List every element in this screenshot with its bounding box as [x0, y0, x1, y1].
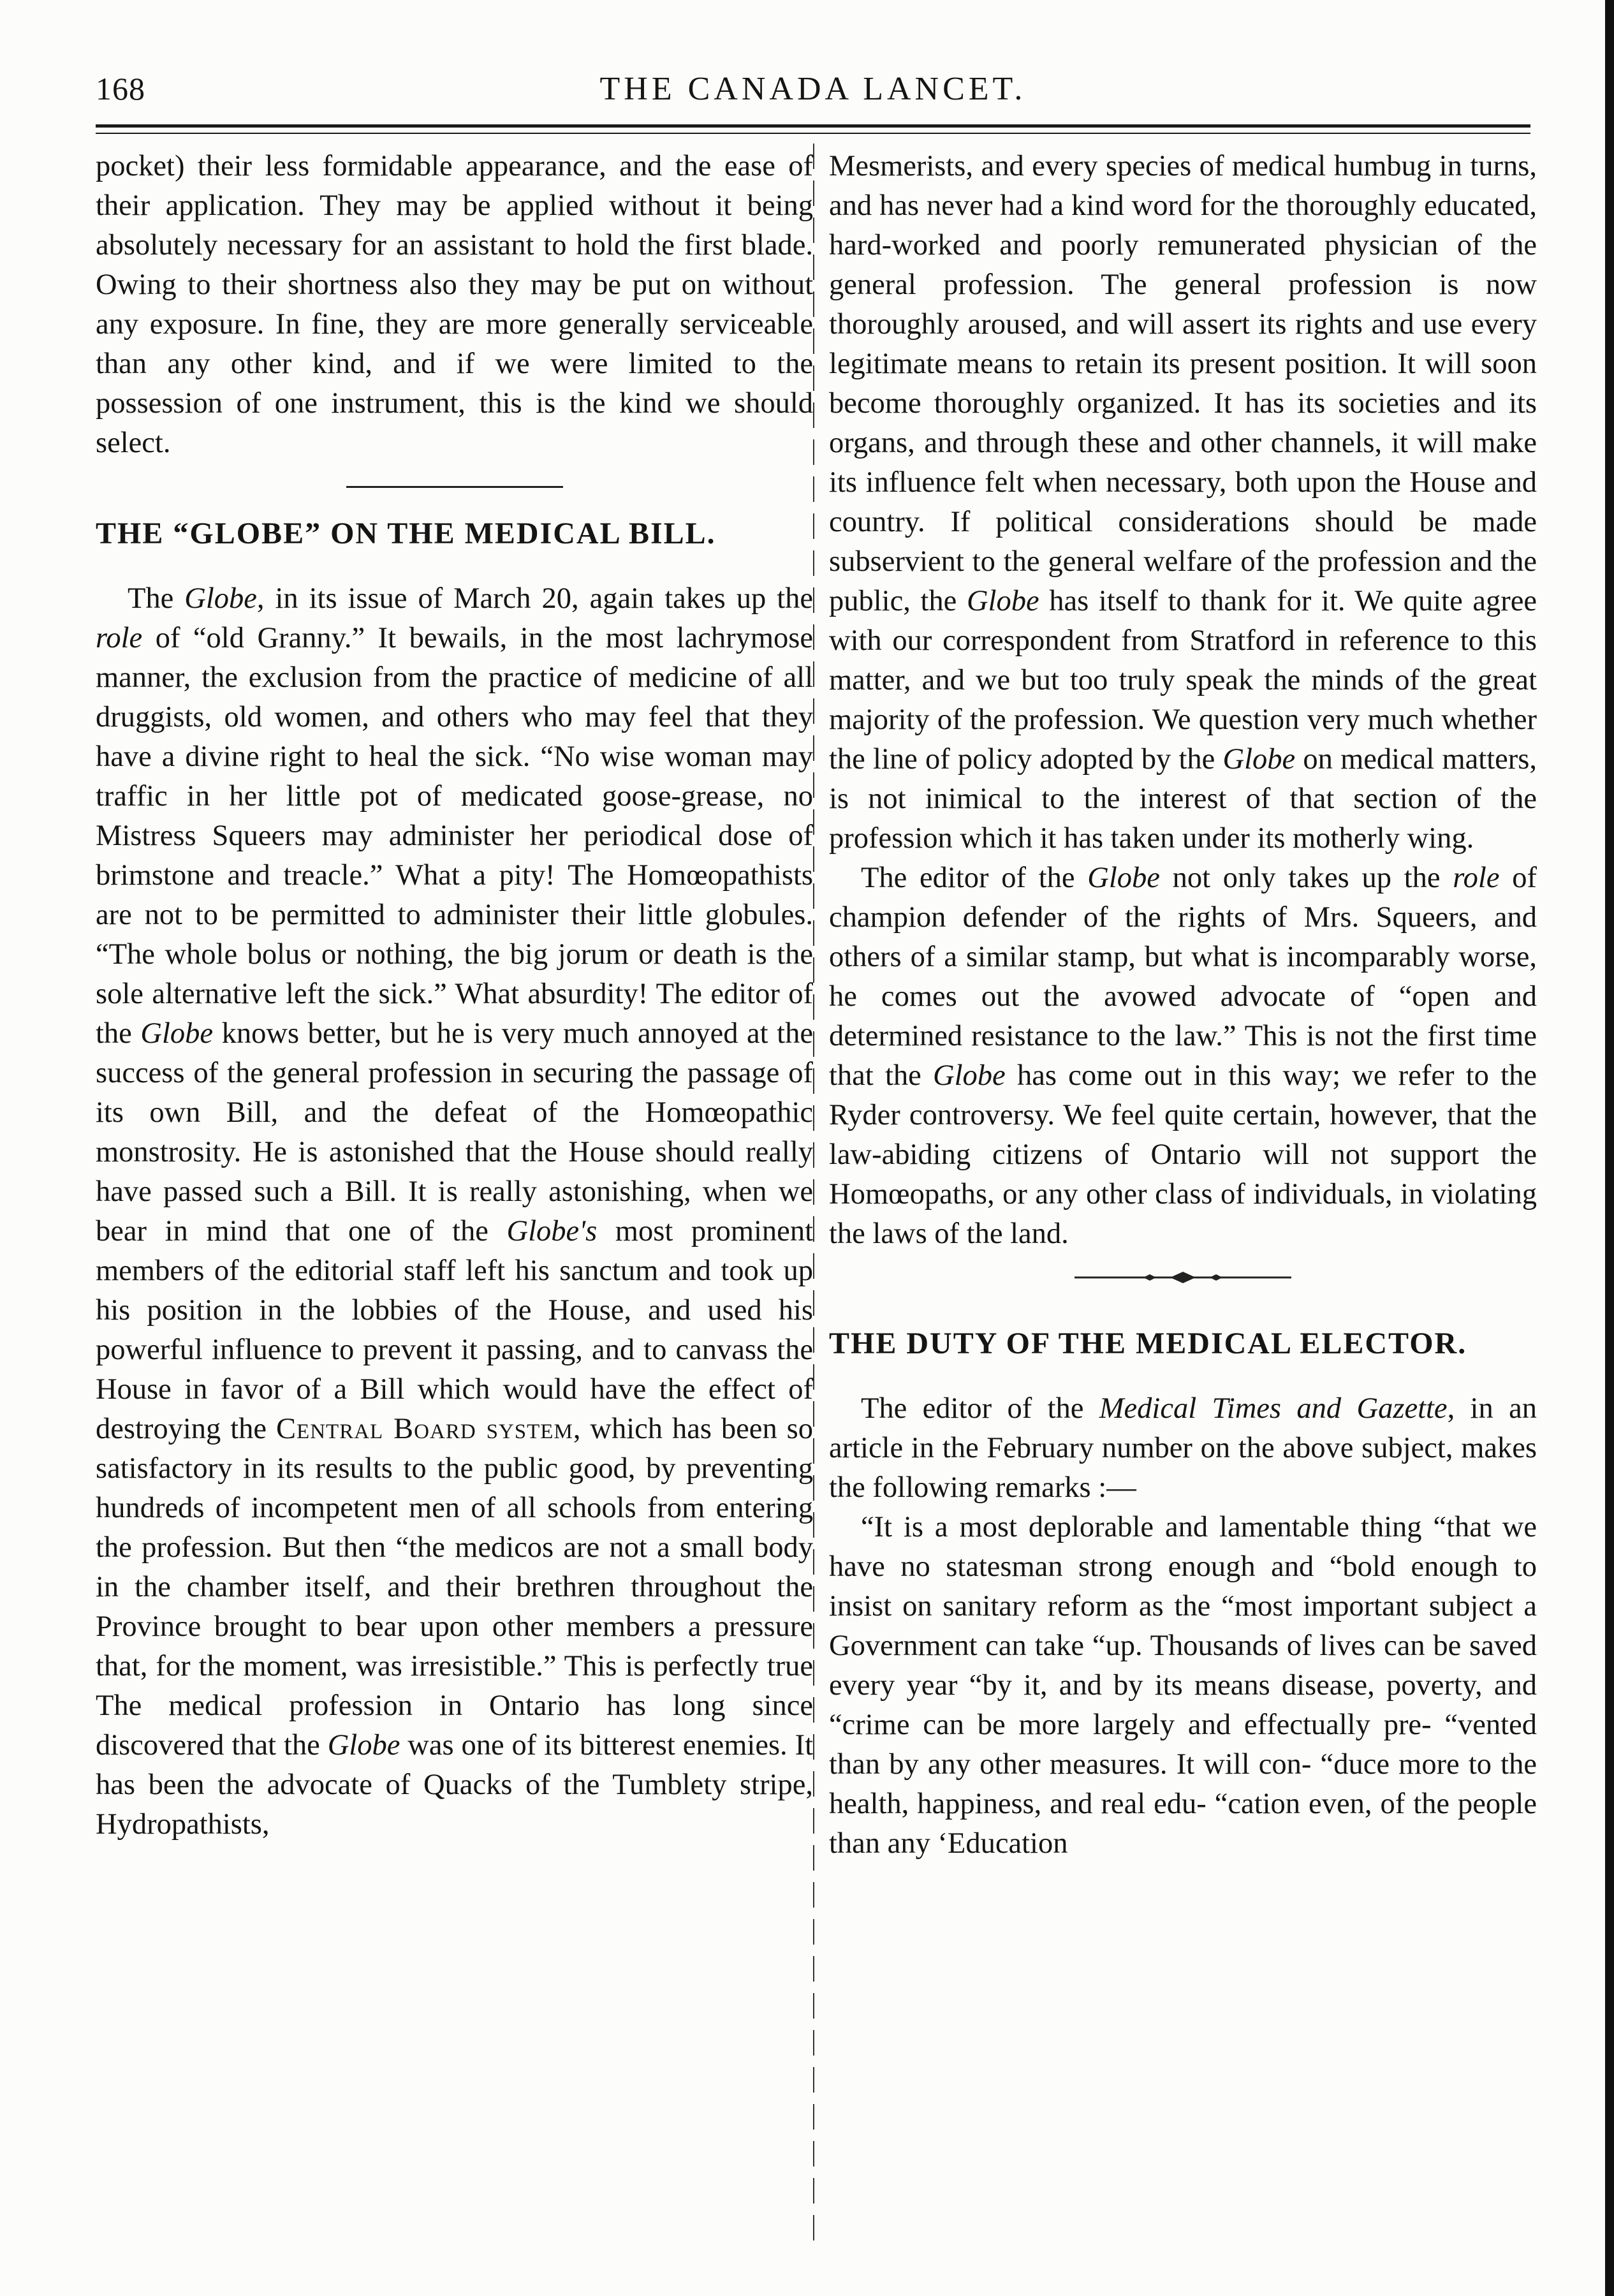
page-number: 168: [96, 71, 145, 107]
column-divider: [813, 144, 814, 2248]
globe-editor-paragraph: The editor of the Globe not only takes up the role of champion defender of the rights of Mrs. Squeers, and others of a similar stamp, but what is incomparably worse, he comes out the avowed advocate of “open and determined resistance to the law.” This is not the first time that the Globe has come out in this way; we refer to the Ryder controversy. We feel quite certain, however, that the law-abiding citizens of Ontario will not support the Homœopaths, or any other class of individuals, in violating the laws of the land.: [829, 862, 1537, 1250]
right-column: [829, 147, 1537, 1864]
header-rule-thick: [96, 124, 1530, 128]
elector-intro-paragraph: The editor of the Medical Times and Gazette, in an article in the February number on the above subject, makes the following remarks :—: [829, 1392, 1537, 1504]
right-continuation-paragraph: Mesmerists, and every species of medical humbug in turns, and has never had a kind word for the thoroughly educated, hard-worked and poorly remunerated physician of the general profession. The general profession is now thoroughly aroused, and will assert its rights and use every legitimate means to retain its present position. It will soon become thoroughly organized. It has its societies and its organs, and through these and other channels, it will make its influence felt when necessary, both upon the House and country. If political considerations should be made subservient to the general welfare of the profession and the public, the Globe has itself to thank for it. We quite agree with our correspondent from Stratford in reference to this matter, and we but too truly speak the minds of the great majority of the profession. We question very much whether the line of policy adopted by the Globe on medical matters, is not inimical to the interest of that section of the profession which it has taken under its motherly wing.: [829, 150, 1537, 855]
elector-quote-paragraph: “It is a most deplorable and lamentable thing “that we have no statesman strong enough and “bold enough to insist on sanitary reform as the “most important subject a Government can take “up. Thousands of lives can be saved every year “by it, and by its means disease, poverty, and “crime can be more largely and effectually pre- “vented than by any other measures. It will con- “duce more to the health, happiness, and real edu- “cation even, of the people than any ‘Education: [829, 1511, 1537, 1860]
journal-title: THE CANADA LANCET.: [599, 71, 1027, 107]
left-continuation-paragraph: pocket) their less formidable appearance, and the ease of their application. They may be applied without it being absolutely necessary for an assistant to hold the first blade. Owing to their shortness also they may be put on without any exposure. In fine, they are more generally serviceable than any other kind, and if we were limited to the possession of one instrument, this is the kind we should select.: [96, 150, 813, 459]
ornament-icon: [1075, 1268, 1291, 1287]
section-title-elector: THE DUTY OF THE MEDICAL ELECTOR.: [829, 1327, 1467, 1360]
section-title-globe: THE “GLOBE” ON THE MEDICAL BILL.: [96, 517, 716, 550]
header-rule-thin: [96, 133, 1530, 134]
page-header: [96, 70, 1530, 121]
section-separator-ornament: [829, 1254, 1537, 1324]
section-separator: [96, 463, 813, 514]
separator-rule: [346, 486, 563, 488]
left-column: [96, 147, 813, 1844]
scan-edge: [1605, 0, 1614, 2296]
globe-article-paragraph: The Globe, in its issue of March 20, again takes up the role of “old Granny.” It bewails, in the most lachrymose manner, the exclusion from the practice of medicine of all druggists, old women, and others who may feel that they have a divine right to heal the sick. “No wise woman may traffic in her little pot of medicated goose-grease, no Mistress Squeers may administer her periodical dose of brimstone and treacle.” What a pity! The Homœopathists are not to be permitted to administer their little globules. “The whole bolus or nothing, the big jorum or death is the sole alternative left the sick.” What absurdity! The editor of the Globe knows better, but he is very much annoyed at the success of the general profession in securing the passage of its own Bill, and the defeat of the Homœopathic monstrosity. He is astonished that the House should really have passed such a Bill. It is really astonishing, when we bear in mind that one of the Globe's most prominent members of the editorial staff left his sanctum and took up his position in the lobbies of the House, and used his powerful influence to prevent it passing, and to canvass the House in favor of a Bill which would have the effect of destroying the Central Board system, which has been so satisfactory in its results to the public good, by preventing hundreds of incompetent men of all schools from entering the profession. But then “the medicos are not a small body in the chamber itself, and their brethren throughout the Province brought to bear upon other members a pressure that, for the moment, was irresistible.” This is perfectly true The medical profession in Ontario has long since discovered that the Globe was one of its bitterest enemies. It has been the advocate of Quacks of the Tumblety stripe, Hydropathists,: [96, 582, 814, 1841]
